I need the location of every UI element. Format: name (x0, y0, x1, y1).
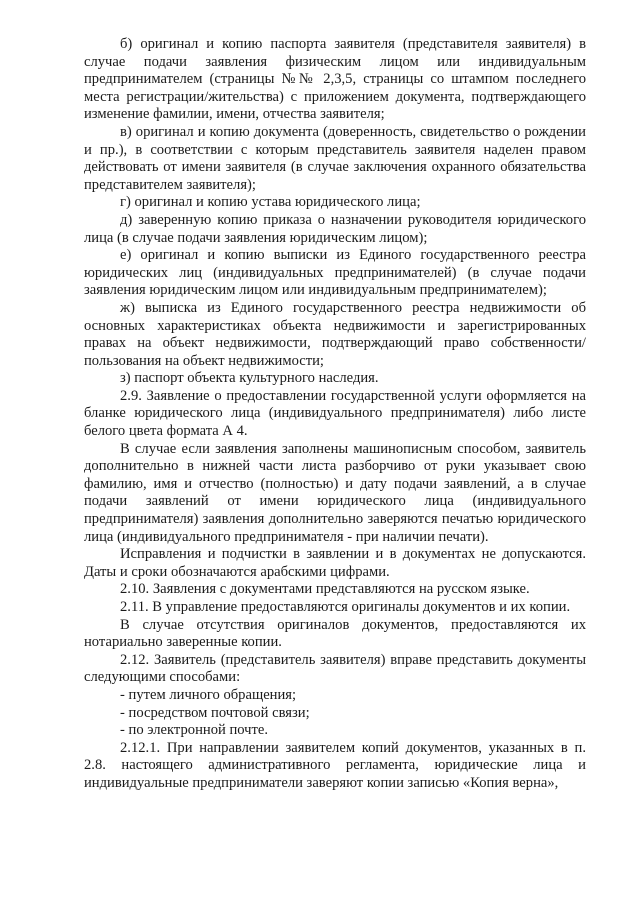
paragraph-item-z: з) паспорт объекта культурного наследия. (120, 370, 379, 387)
paragraph-item-d: д) заверенную копию приказа о назначении руководителя юридического лица (в случае подачи заявления юридическим лицом); (84, 211, 586, 246)
paragraph-2-12-1: 2.12.1. При направлении заявителем копий документов, указанных в п. 2.8. настоящего административного регламента, юридические лица и индивидуальные предприниматели заверяют копии записью «Копия верна», (84, 739, 586, 791)
paragraph-2-12: 2.12. Заявитель (представитель заявителя) вправе представить документы следующими способами: (84, 651, 586, 686)
document-page (84, 36, 586, 793)
paragraph-notarized-copies: В случае отсутствия оригиналов документов, предоставляются их нотариально заверенные копии. (84, 616, 586, 651)
paragraph-item-v: в) оригинал и копию документа (доверенность, свидетельство о рождении и пр.), в соответствии с которым представитель заявителя наделен правом действовать от имени заявителя (в случае заключения охранного обязательства представителем заявителя); (84, 123, 586, 193)
paragraph-item-zh: ж) выписка из Единого государственного реестра недвижимости об основных характеристиках объекта недвижимости и зарегистрированных правах на объект недвижимости, подтверждающий право собственности/пользования на объект недвижимости; (84, 299, 586, 369)
paragraph-item-g: г) оригинал и копию устава юридического лица; (120, 194, 421, 211)
paragraph-item-b: б) оригинал и копию паспорта заявителя (представителя заявителя) в случае подачи заявления физическим лицом или индивидуальным предпринимателем (страницы №№ 2,3,5, страницы со штампом последнего места регистрации/жительства) с приложением документа, подтверждающего изменение фамилии, имени, отчества заявителя; (84, 36, 586, 123)
list-item-personal-visit: - путем личного обращения; (120, 686, 297, 703)
list-item-postal: - посредством почтовой связи; (120, 704, 310, 721)
list-item-email: - по электронной почте. (120, 722, 269, 739)
paragraph-item-e: е) оригинал и копию выписки из Единого государственного реестра юридических лиц (индивидуальных предпринимателей) (в случае подачи заявления юридическим лицом или индивидуальным предпринимателем); (84, 247, 586, 299)
paragraph-2-11: 2.11. В управление предоставляются оригиналы документов и их копии. (120, 599, 571, 615)
paragraph-2-9: 2.9. Заявление о предоставлении государственной услуги оформляется на бланке юридического лица (индивидуального предпринимателя) либо листе белого цвета формата А 4. (84, 387, 586, 440)
paragraph-corrections: Исправления и подчистки в заявлении и в документах не допускаются. Даты и сроки обозначаются арабскими цифрами. (84, 546, 586, 580)
paragraph-typed-applications: В случае если заявления заполнены машинописным способом, заявитель дополнительно в нижней части листа разборчиво от руки указывает свою фамилию, имя и отчество (полностью) и дату подачи заявлений, а в случае подачи заявлений от имени юридического лица (индивидуального предпринимателя) заявления дополнительно заверяются печатью юридического лица (индивидуального предпринимателя - при наличии печати). (84, 440, 586, 545)
paragraph-2-10: 2.10. Заявления с документами представляются на русском языке. (120, 581, 530, 598)
